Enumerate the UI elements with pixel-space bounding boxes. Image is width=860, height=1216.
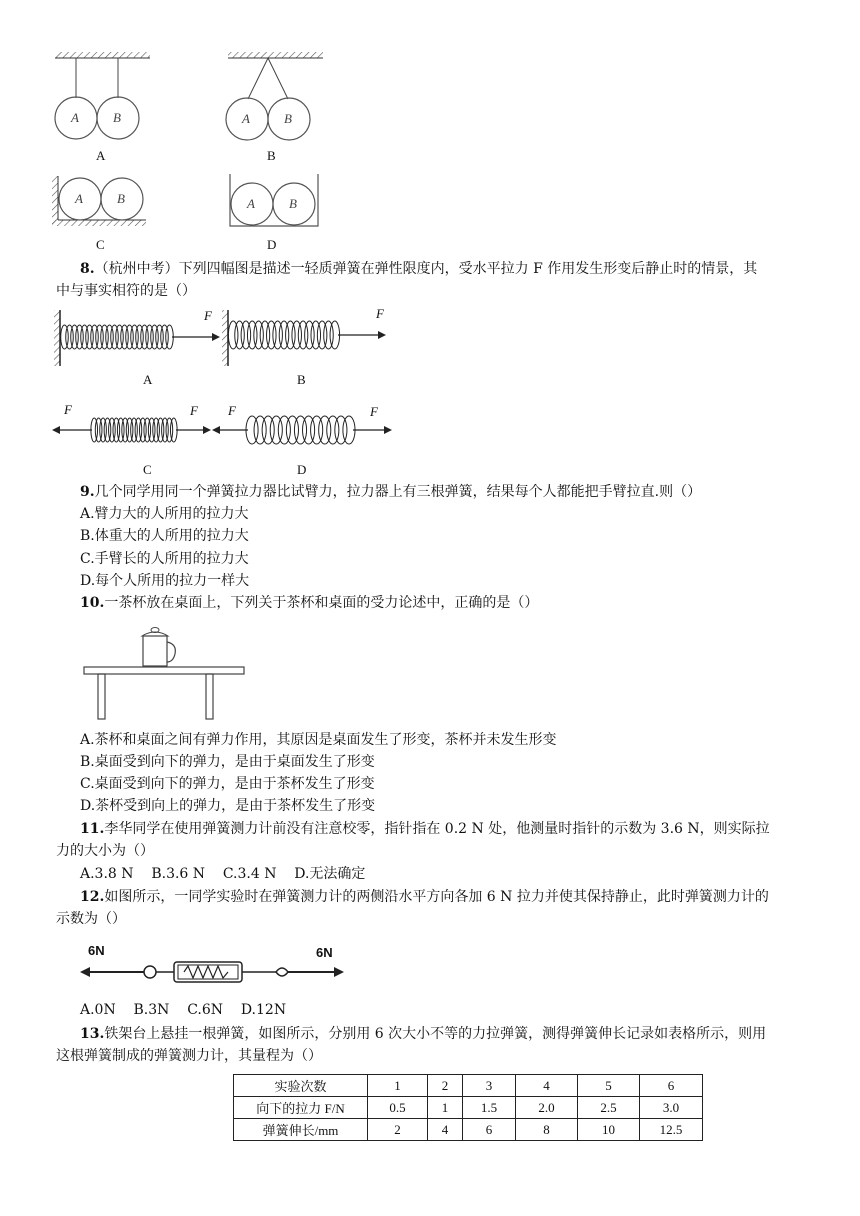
- question-number: 10.: [80, 595, 105, 611]
- figure-label: D: [267, 237, 277, 252]
- option[interactable]: A.臂力大的人所用的拉力大: [80, 506, 249, 522]
- table-cell: 12.5: [640, 1119, 703, 1141]
- table-cell: 2: [428, 1075, 463, 1097]
- question-12: [80, 887, 769, 907]
- table-cell: 2.5: [578, 1097, 640, 1119]
- question-text: 李华同学在使用弹簧测力计前没有注意校零，指针指在 0.2 N 处，他测量时指针的示数为 3.6 N，则实际拉: [104, 821, 770, 837]
- spring-a: [54, 310, 220, 366]
- question-text-cont: 这根弹簧制成的弹簧测力计，其量程为（）: [56, 1048, 322, 1064]
- table-cell: 0.5: [368, 1097, 428, 1119]
- force-label: 6N: [316, 945, 333, 960]
- question-text-cont: 力的大小为（）: [56, 843, 154, 859]
- force-label: F: [370, 404, 378, 419]
- table-cell: 弹簧伸长/mm: [234, 1119, 368, 1141]
- option[interactable]: D.每个人所用的拉力一样大: [80, 573, 250, 589]
- figure-label: C: [96, 237, 105, 252]
- table-cell: 向下的拉力 F/N: [234, 1097, 368, 1119]
- ball-label: B: [117, 191, 125, 206]
- spring-c: [52, 418, 211, 442]
- question-text: 如图所示，一同学实验时在弹簧测力计的两侧沿水平方向各加 6 N 拉力并使其保持静止，此时弹簧测力计的: [104, 889, 769, 905]
- figure-label: B: [267, 148, 276, 163]
- option[interactable]: B.桌面受到向下的弹力，是由于桌面发生了形变: [80, 754, 375, 770]
- force-label: F: [228, 403, 236, 418]
- table-row: [234, 1097, 703, 1119]
- table-cell: 1: [368, 1075, 428, 1097]
- table-cell: 6: [463, 1119, 516, 1141]
- figure-label: B: [297, 372, 306, 387]
- options[interactable]: A.3.8 N B.3.6 N C.3.4 N D.无法确定: [80, 866, 366, 882]
- question-text: 一茶杯放在桌面上，下列关于茶杯和桌面的受力论述中，正确的是（）: [104, 595, 539, 611]
- table-cell: 10: [578, 1119, 640, 1141]
- question-8: [80, 259, 757, 279]
- spring-b: [222, 310, 386, 366]
- table-cell: 5: [578, 1075, 640, 1097]
- force-label: F: [204, 308, 212, 323]
- table-cell: 6: [640, 1075, 703, 1097]
- table-cup-figure: [80, 620, 280, 730]
- balls-figure: [0, 0, 860, 260]
- ball-label: B: [289, 196, 297, 211]
- question-text-cont: 中与事实相符的是（）: [56, 283, 196, 299]
- data-table: [233, 1074, 703, 1141]
- table-cell: 3.0: [640, 1097, 703, 1119]
- table-row: [234, 1075, 703, 1097]
- spring-d: [212, 416, 392, 444]
- question-11: [80, 819, 770, 839]
- option[interactable]: A.茶杯和桌面之间有弹力作用，其原因是桌面发生了形变，茶杯并未发生形变: [80, 732, 557, 748]
- table-cell: 4: [428, 1119, 463, 1141]
- option[interactable]: C.桌面受到向下的弹力，是由于茶杯发生了形变: [80, 776, 375, 792]
- ball-label: A: [247, 196, 255, 211]
- table-cell: 2: [368, 1119, 428, 1141]
- figure-a: [55, 52, 150, 139]
- table-row: [234, 1119, 703, 1141]
- force-label: 6N: [88, 943, 105, 958]
- ball-label: A: [71, 110, 79, 125]
- figure-d: [230, 174, 318, 226]
- option[interactable]: C.手臂长的人所用的拉力大: [80, 551, 249, 567]
- question-number: 12.: [80, 889, 105, 905]
- force-label: F: [64, 402, 72, 417]
- question-13: [80, 1024, 766, 1044]
- table-cell: 1: [428, 1097, 463, 1119]
- table-cell: 4: [516, 1075, 578, 1097]
- question-number: 8.: [80, 261, 95, 277]
- ball-label: B: [284, 111, 292, 126]
- question-number: 13.: [80, 1026, 105, 1042]
- question-10: [80, 593, 538, 613]
- figure-b: [226, 52, 323, 140]
- option[interactable]: D.茶杯受到向上的弹力，是由于茶杯发生了形变: [80, 798, 376, 814]
- table: [84, 667, 244, 719]
- question-text: 铁架台上悬挂一根弹簧，如图所示，分别用 6 次大小不等的力拉弹簧，测得弹簧伸长记录如表格所示，则用: [104, 1026, 767, 1042]
- question-text: （杭州中考）下列四幅图是描述一轻质弹簧在弹性限度内，受水平拉力 F 作用发生形变后静止时的情景，其: [94, 261, 758, 277]
- question-text: 几个同学用同一个弹簧拉力器比试臂力，拉力器上有三根弹簧，结果每个人都能把手臂拉直.则（）: [94, 484, 702, 500]
- question-text-cont: 示数为（）: [56, 911, 126, 927]
- question-9: [80, 482, 701, 502]
- figure-c: [52, 176, 146, 226]
- force-label: F: [190, 403, 198, 418]
- ball-label: A: [242, 111, 250, 126]
- spring-scale-figure: [80, 940, 380, 1000]
- ball-label: A: [75, 191, 83, 206]
- springs-figure: [0, 300, 860, 480]
- table-cell: 实验次数: [234, 1075, 368, 1097]
- cup: [142, 628, 175, 667]
- table-cell: 2.0: [516, 1097, 578, 1119]
- figure-label: C: [143, 462, 152, 477]
- table-cell: 3: [463, 1075, 516, 1097]
- figure-label: D: [297, 462, 307, 477]
- force-label: F: [376, 306, 384, 321]
- table-cell: 8: [516, 1119, 578, 1141]
- option[interactable]: B.体重大的人所用的拉力大: [80, 528, 249, 544]
- ball-label: B: [113, 110, 121, 125]
- figure-label: A: [96, 148, 106, 163]
- options[interactable]: A.0N B.3N C.6N D.12N: [80, 1002, 287, 1018]
- table-cell: 1.5: [463, 1097, 516, 1119]
- figure-label: A: [143, 372, 153, 387]
- question-number: 9.: [80, 484, 95, 500]
- question-number: 11.: [80, 821, 105, 837]
